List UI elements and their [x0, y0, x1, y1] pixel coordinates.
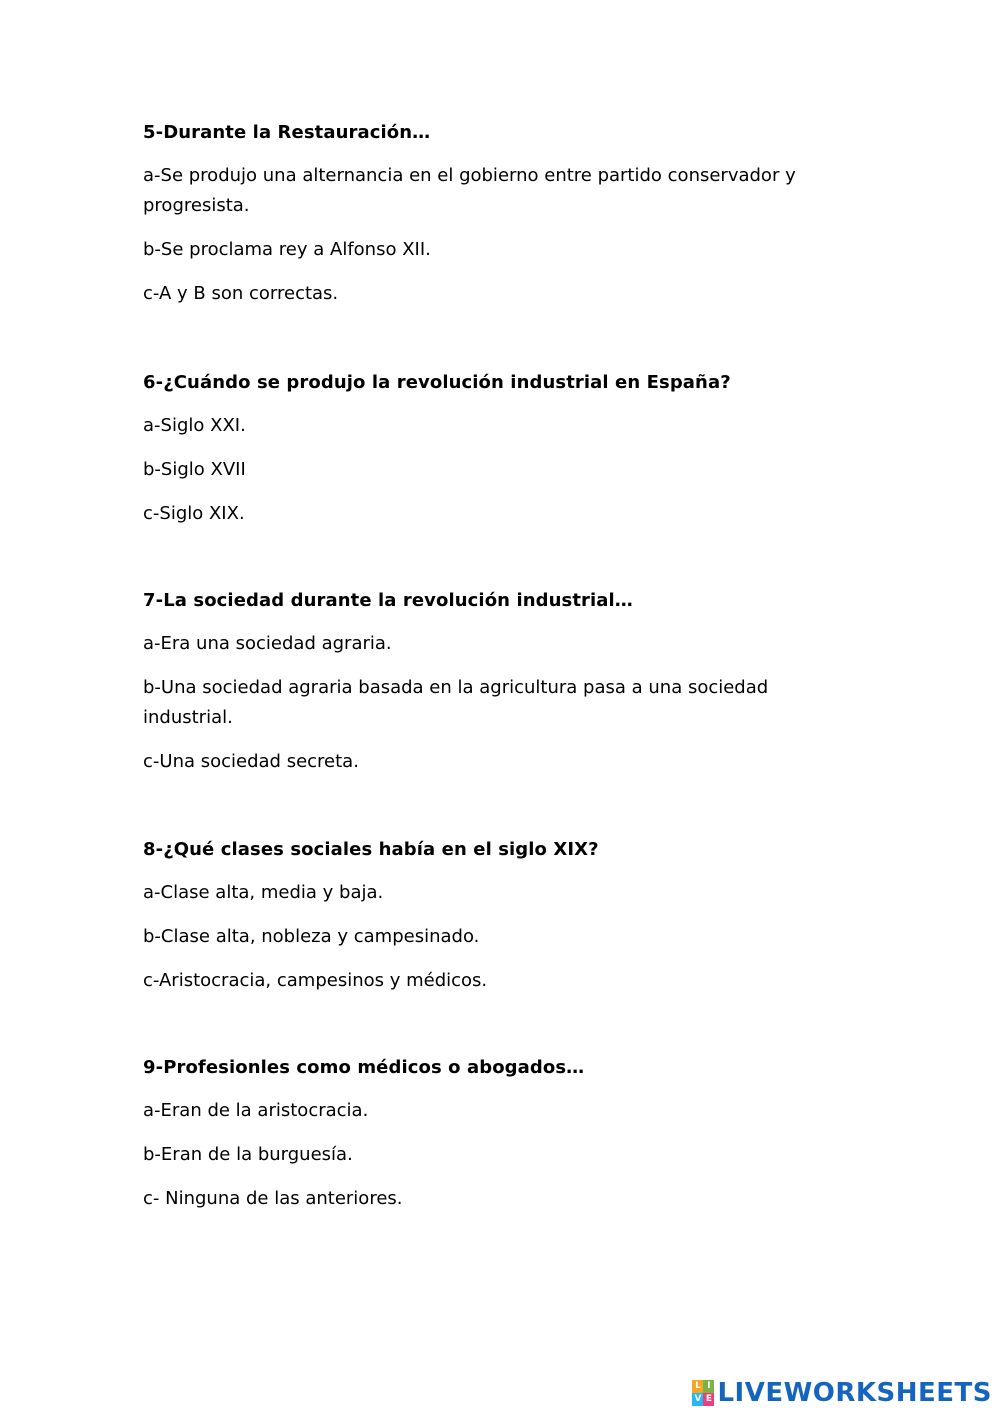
answer-option-a[interactable]: a-Era una sociedad agraria.: [143, 633, 392, 654]
question-5: [143, 118, 863, 323]
answer-option-c[interactable]: c-A y B son correctas.: [143, 283, 339, 304]
logo-badge-letter: E: [703, 1393, 714, 1406]
answer-option-c[interactable]: c-Una sociedad secreta.: [143, 751, 359, 772]
question-title: 5-Durante la Restauración…: [143, 122, 431, 143]
liveworksheets-logo: [692, 1377, 992, 1409]
logo-text: LIVEWORKSHEETS: [717, 1378, 992, 1408]
answer-option-c[interactable]: c-Aristocracia, campesinos y médicos.: [143, 970, 488, 991]
answer-option-a[interactable]: a-Se produjo una alternancia en el gobierno entre partido conservador y progresista.: [143, 165, 796, 216]
answer-option-b[interactable]: b-Siglo XVII: [143, 459, 246, 480]
logo-badge-letter: I: [703, 1380, 714, 1393]
question-title: 9-Profesionles como médicos o abogados…: [143, 1057, 585, 1078]
logo-badge-icon: [692, 1380, 714, 1406]
question-title: 7-La sociedad durante la revolución industrial…: [143, 590, 633, 611]
question-title: 6-¿Cuándo se produjo la revolución industrial en España?: [143, 372, 731, 393]
logo-badge-letter: L: [692, 1380, 703, 1393]
question-8: [143, 835, 863, 1010]
question-9: [143, 1053, 863, 1228]
answer-option-a[interactable]: a-Eran de la aristocracia.: [143, 1100, 369, 1121]
answer-option-c[interactable]: c- Ninguna de las anteriores.: [143, 1188, 403, 1209]
question-7: [143, 586, 863, 791]
answer-option-a[interactable]: a-Siglo XXI.: [143, 415, 246, 436]
answer-option-c[interactable]: c-Siglo XIX.: [143, 503, 245, 524]
answer-option-a[interactable]: a-Clase alta, media y baja.: [143, 882, 384, 903]
question-title: 8-¿Qué clases sociales había en el siglo XIX?: [143, 839, 599, 860]
answer-option-b[interactable]: b-Eran de la burguesía.: [143, 1144, 353, 1165]
question-6: [143, 368, 863, 543]
answer-option-b[interactable]: b-Una sociedad agraria basada en la agricultura pasa a una sociedad industrial.: [143, 677, 769, 728]
answer-option-b[interactable]: b-Se proclama rey a Alfonso XII.: [143, 239, 431, 260]
answer-option-b[interactable]: b-Clase alta, nobleza y campesinado.: [143, 926, 480, 947]
logo-badge-letter: V: [692, 1393, 703, 1406]
